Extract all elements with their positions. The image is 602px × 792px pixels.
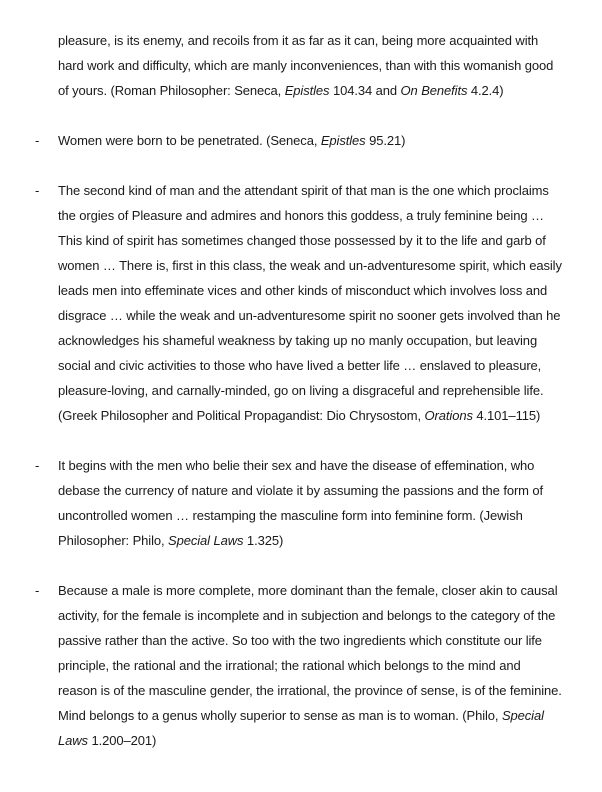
list-dash: - [35, 583, 40, 598]
quote-text [58, 453, 562, 553]
text-segment: The second kind of man and the attendant spirit of that man is the one which proclaims the orgies of Pleasure and admires and honors this goddess, a truly feminine being … This kind of spirit has sometimes changed those possessed by it to the life and garb of women … There is, first in this class, the weak and un-adventuresome spirit, which easily leads men into effeminate vices and other kinds of misconduct which involves loss and disgrace … while the weak and un-adventuresome spirit no sooner gets involved than he acknowledges his shameful weakness by taking up no manly occupation, but leaving social and civic activities to those who have lived a better life … enslaved to pleasure, pleasure-loving, and carnally-minded, go on living a disgraceful and reprehensible life. (Greek Philosopher and Political Propagandist: Dio Chrysostom, [58, 183, 562, 423]
text-segment: 1.325) [243, 533, 284, 548]
text-segment: 104.34 and [329, 83, 401, 98]
paragraph-gap [0, 153, 602, 178]
work-title: Epistles [320, 133, 366, 148]
text-segment: It begins with the men who belie their sex and have the disease of effemination, who debase the currency of nature and violate it by assuming the passions and the form of uncontrolled women … restamping the masculine form into feminine form. (Jewish Philosopher: Philo, [58, 458, 544, 548]
paragraph-gap [0, 553, 602, 578]
list-dash: - [35, 458, 40, 473]
work-title: Epistles [284, 83, 330, 98]
quote-text [58, 578, 562, 753]
text-segment: 4.2.4) [467, 83, 504, 98]
work-title: Special Laws [168, 533, 244, 548]
quote-text [58, 28, 562, 103]
text-segment: 1.200–201) [87, 733, 157, 748]
quote-item [0, 578, 602, 753]
quote-item [0, 453, 602, 553]
text-segment: Women were born to be penetrated. (Seneca, [58, 133, 321, 148]
text-segment: 4.101–115) [472, 408, 541, 423]
list-dash: - [35, 133, 40, 148]
quote-text [58, 178, 562, 428]
text-segment: Because a male is more complete, more dominant than the female, closer akin to causal activity, for the female is incomplete and in subjection and belongs to the category of the passive rather than the active. So too with the two ingredients which constitute our life principle, the rational and the irrational; the rational which belongs to the mind and reason is of the masculine gender, the irrational, the province of sense, is of the feminine. Mind belongs to a genus wholly superior to sense as man is to woman. (Philo, [58, 583, 562, 723]
quote-continuation [0, 28, 602, 103]
document-page [0, 28, 602, 753]
paragraph-gap [0, 103, 602, 128]
work-title: Orations [424, 408, 473, 423]
text-segment: pleasure, is its enemy, and recoils from it as far as it can, being more acquainted with hard work and difficulty, which are manly inconveniences, than with this womanish good of yours. (Roman Philosopher: Seneca, [58, 33, 554, 98]
work-title: On Benefits [400, 83, 468, 98]
text-segment: 95.21) [365, 133, 406, 148]
quote-item [0, 128, 602, 153]
quote-item [0, 178, 602, 428]
list-dash: - [35, 183, 40, 198]
quote-text [58, 128, 562, 153]
paragraph-gap [0, 428, 602, 453]
work-title: Special Laws [58, 708, 544, 748]
